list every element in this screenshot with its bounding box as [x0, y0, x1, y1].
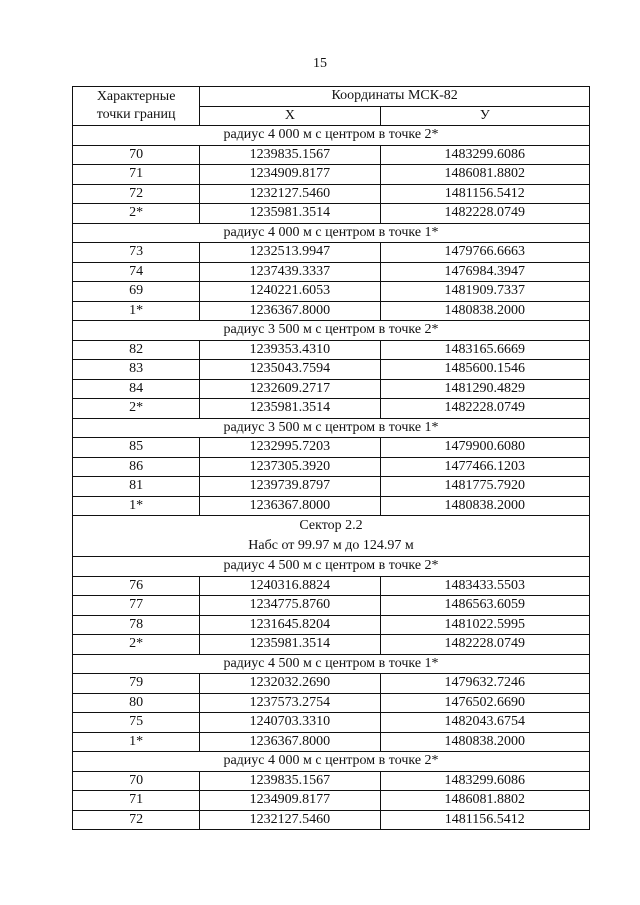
y-cell: 1486081.8802 — [380, 791, 589, 811]
x-cell: 1239353.4310 — [200, 340, 380, 360]
point-cell: 74 — [73, 262, 200, 282]
x-cell: 1232127.5460 — [200, 184, 380, 204]
table-row — [73, 791, 590, 811]
sector-height-range: Набс от 99.97 м до 124.97 м — [248, 538, 414, 553]
y-cell: 1479766.6663 — [380, 243, 589, 263]
point-cell: 2* — [73, 399, 200, 419]
table-row — [73, 340, 590, 360]
table-row — [73, 810, 590, 830]
table-row — [73, 399, 590, 419]
y-cell: 1477466.1203 — [380, 457, 589, 477]
table-row — [73, 576, 590, 596]
y-cell: 1481156.5412 — [380, 184, 589, 204]
table-row — [73, 379, 590, 399]
point-cell: 83 — [73, 360, 200, 380]
point-cell: 1* — [73, 732, 200, 752]
section-title: радиус 3 500 м с центром в точке 2* — [73, 321, 590, 341]
x-cell: 1234775.8760 — [200, 596, 380, 616]
y-cell: 1479900.6080 — [380, 438, 589, 458]
coordinates-table — [72, 86, 590, 830]
point-cell: 1* — [73, 496, 200, 516]
point-cell: 70 — [73, 771, 200, 791]
points-label-line2: точки границ — [96, 107, 176, 122]
point-cell: 69 — [73, 282, 200, 302]
sector-row — [73, 516, 590, 557]
table-row — [73, 771, 590, 791]
sector-name: Сектор 2.2 — [299, 518, 363, 533]
point-cell: 86 — [73, 457, 200, 477]
y-cell: 1481909.7337 — [380, 282, 589, 302]
table-row — [73, 282, 590, 302]
table-row — [73, 243, 590, 263]
header-row-top — [73, 87, 590, 107]
section-title: радиус 4 000 м с центром в точке 2* — [73, 752, 590, 772]
x-cell: 1239739.8797 — [200, 477, 380, 497]
y-cell: 1481156.5412 — [380, 810, 589, 830]
point-cell: 80 — [73, 693, 200, 713]
point-cell: 81 — [73, 477, 200, 497]
table-row — [73, 635, 590, 655]
table-body — [73, 126, 590, 830]
point-cell: 70 — [73, 145, 200, 165]
point-cell: 84 — [73, 379, 200, 399]
x-cell: 1235043.7594 — [200, 360, 380, 380]
x-cell: 1232513.9947 — [200, 243, 380, 263]
point-cell: 2* — [73, 635, 200, 655]
y-cell: 1486081.8802 — [380, 165, 589, 185]
table-row — [73, 145, 590, 165]
point-cell: 79 — [73, 674, 200, 694]
section-row — [73, 126, 590, 146]
table-row — [73, 477, 590, 497]
table-row — [73, 360, 590, 380]
point-cell: 1* — [73, 301, 200, 321]
section-row — [73, 557, 590, 577]
y-column-header: У — [380, 106, 589, 126]
y-cell: 1483299.6086 — [380, 145, 589, 165]
y-cell: 1479632.7246 — [380, 674, 589, 694]
section-title: радиус 4 000 м с центром в точке 1* — [73, 223, 590, 243]
y-cell: 1482228.0749 — [380, 399, 589, 419]
x-cell: 1237305.3920 — [200, 457, 380, 477]
point-cell: 72 — [73, 810, 200, 830]
table-row — [73, 438, 590, 458]
y-cell: 1480838.2000 — [380, 732, 589, 752]
y-cell: 1482228.0749 — [380, 635, 589, 655]
section-title: радиус 3 500 м с центром в точке 1* — [73, 418, 590, 438]
table-row — [73, 732, 590, 752]
table-row — [73, 165, 590, 185]
point-cell: 71 — [73, 165, 200, 185]
point-cell: 76 — [73, 576, 200, 596]
table-header — [73, 87, 590, 126]
points-column-header — [73, 87, 200, 126]
x-cell: 1237439.3337 — [200, 262, 380, 282]
y-cell: 1483433.5503 — [380, 576, 589, 596]
x-cell: 1234909.8177 — [200, 165, 380, 185]
y-cell: 1483299.6086 — [380, 771, 589, 791]
x-cell: 1236367.8000 — [200, 301, 380, 321]
table-row — [73, 204, 590, 224]
table-row — [73, 262, 590, 282]
table-row — [73, 615, 590, 635]
y-cell: 1481022.5995 — [380, 615, 589, 635]
section-title: радиус 4 000 м с центром в точке 2* — [73, 126, 590, 146]
y-cell: 1482228.0749 — [380, 204, 589, 224]
y-cell: 1481775.7920 — [380, 477, 589, 497]
table-row — [73, 184, 590, 204]
sector-title — [73, 516, 590, 557]
x-cell: 1240703.3310 — [200, 713, 380, 733]
x-cell: 1235981.3514 — [200, 399, 380, 419]
section-row — [73, 223, 590, 243]
x-cell: 1240221.6053 — [200, 282, 380, 302]
y-cell: 1476984.3947 — [380, 262, 589, 282]
x-cell: 1240316.8824 — [200, 576, 380, 596]
section-row — [73, 418, 590, 438]
point-cell: 75 — [73, 713, 200, 733]
point-cell: 85 — [73, 438, 200, 458]
point-cell: 77 — [73, 596, 200, 616]
x-cell: 1232127.5460 — [200, 810, 380, 830]
table-row — [73, 301, 590, 321]
point-cell: 73 — [73, 243, 200, 263]
y-cell: 1482043.6754 — [380, 713, 589, 733]
section-row — [73, 752, 590, 772]
y-cell: 1480838.2000 — [380, 496, 589, 516]
coords-title-header: Координаты МСК-82 — [200, 87, 590, 107]
table-row — [73, 596, 590, 616]
x-cell: 1232995.7203 — [200, 438, 380, 458]
table-row — [73, 496, 590, 516]
table-row — [73, 713, 590, 733]
x-cell: 1239835.1567 — [200, 145, 380, 165]
table-row — [73, 693, 590, 713]
point-cell: 78 — [73, 615, 200, 635]
x-cell: 1234909.8177 — [200, 791, 380, 811]
x-cell: 1237573.2754 — [200, 693, 380, 713]
y-cell: 1480838.2000 — [380, 301, 589, 321]
x-column-header: X — [200, 106, 380, 126]
y-cell: 1476502.6690 — [380, 693, 589, 713]
table-row — [73, 457, 590, 477]
point-cell: 71 — [73, 791, 200, 811]
table-row — [73, 674, 590, 694]
page-number: 15 — [313, 56, 327, 71]
section-title: радиус 4 500 м с центром в точке 1* — [73, 654, 590, 674]
section-title: радиус 4 500 м с центром в точке 2* — [73, 557, 590, 577]
x-cell: 1231645.8204 — [200, 615, 380, 635]
point-cell: 72 — [73, 184, 200, 204]
section-row — [73, 654, 590, 674]
y-cell: 1483165.6669 — [380, 340, 589, 360]
y-cell: 1481290.4829 — [380, 379, 589, 399]
x-cell: 1236367.8000 — [200, 496, 380, 516]
y-cell: 1486563.6059 — [380, 596, 589, 616]
x-cell: 1239835.1567 — [200, 771, 380, 791]
x-cell: 1232609.2717 — [200, 379, 380, 399]
x-cell: 1236367.8000 — [200, 732, 380, 752]
y-cell: 1485600.1546 — [380, 360, 589, 380]
section-row — [73, 321, 590, 341]
point-cell: 2* — [73, 204, 200, 224]
x-cell: 1235981.3514 — [200, 204, 380, 224]
point-cell: 82 — [73, 340, 200, 360]
x-cell: 1235981.3514 — [200, 635, 380, 655]
x-cell: 1232032.2690 — [200, 674, 380, 694]
points-label-line1: Характерные — [96, 88, 176, 104]
